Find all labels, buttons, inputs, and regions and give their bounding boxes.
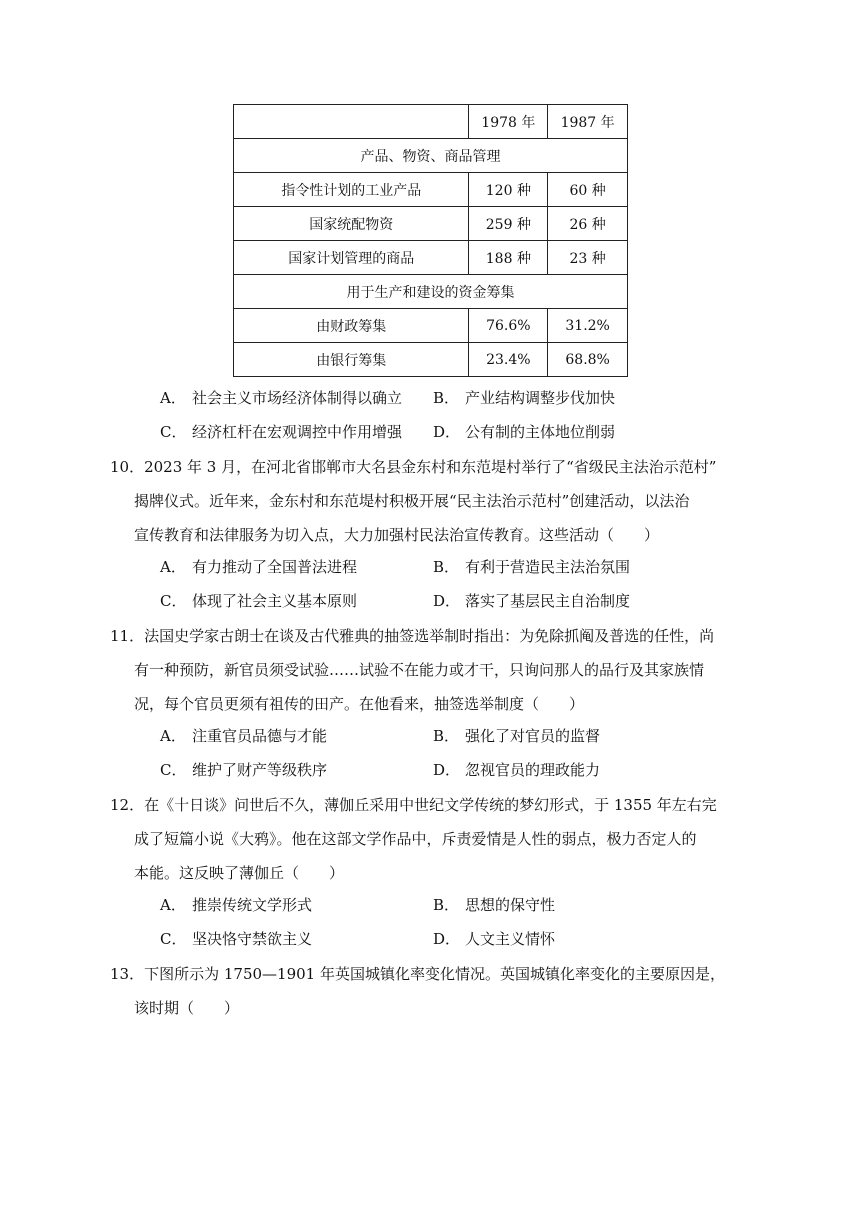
stem-line: 宣传教育和法律服务为切入点，大力加强村民法治宣传教育。这些活动（ ） xyxy=(134,526,660,544)
table-cell: 60 种 xyxy=(548,173,628,207)
economic-reform-table xyxy=(233,104,628,377)
q10-option-a[interactable] xyxy=(160,557,357,577)
table-section-row xyxy=(234,275,628,309)
option-letter: D． xyxy=(433,930,461,948)
option-text: 坚决恪守禁欲主义 xyxy=(192,930,313,948)
table-cell: 指令性计划的工业产品 xyxy=(234,173,469,207)
option-letter: C． xyxy=(160,423,187,441)
option-text: 忽视官员的理政能力 xyxy=(465,761,601,779)
table-row xyxy=(234,173,628,207)
q11-option-b[interactable] xyxy=(433,726,600,746)
option-letter: B． xyxy=(433,558,460,576)
stem-line: 在《十日谈》问世后不久，薄伽丘采用中世纪文学传统的梦幻形式，于 1355 年左右完 xyxy=(144,796,717,814)
q9-option-d[interactable] xyxy=(433,422,615,442)
q12-stem xyxy=(110,788,717,890)
option-letter: C． xyxy=(160,592,187,610)
q10-option-b[interactable] xyxy=(433,557,630,577)
table-cell: 由财政筹集 xyxy=(234,309,469,343)
option-text: 落实了基层民主自治制度 xyxy=(465,592,631,610)
stem-line: 有一种预防，新官员须受试验……试验不在能力或才干，只询问那人的品行及其家族情 xyxy=(134,661,705,679)
option-text: 经济杠杆在宏观调控中作用增强 xyxy=(192,423,403,441)
q10-option-c[interactable] xyxy=(160,591,357,611)
table-cell: 31.2% xyxy=(548,309,628,343)
table-cell: 由银行筹集 xyxy=(234,343,469,377)
table-cell: 23.4% xyxy=(469,343,548,377)
q11-option-c[interactable] xyxy=(160,760,327,780)
question-number: 13． xyxy=(110,965,145,983)
question-number: 11． xyxy=(110,627,145,645)
table-cell: 76.6% xyxy=(469,309,548,343)
q9-option-a[interactable] xyxy=(160,388,402,408)
stem-line: 本能。这反映了薄伽丘（ ） xyxy=(134,864,345,882)
option-letter: D． xyxy=(433,592,461,610)
table-cell: 26 种 xyxy=(548,207,628,241)
stem-line: 该时期（ ） xyxy=(134,999,240,1017)
q11-option-a[interactable] xyxy=(160,726,327,746)
option-text: 公有制的主体地位削弱 xyxy=(465,423,616,441)
option-letter: A． xyxy=(160,389,186,407)
q12-option-c[interactable] xyxy=(160,929,312,949)
stem-line: 法国史学家古朗士在谈及古代雅典的抽签选举制时指出：为免除抓阄及普选的任性，尚 xyxy=(144,627,715,645)
table-section-title: 用于生产和建设的资金筹集 xyxy=(234,275,628,309)
option-text: 强化了对官员的监督 xyxy=(465,727,601,745)
option-text: 社会主义市场经济体制得以确立 xyxy=(192,389,403,407)
question-number: 10． xyxy=(110,458,145,476)
table-cell: 23 种 xyxy=(548,241,628,275)
table-cell: 68.8% xyxy=(548,343,628,377)
q10-stem xyxy=(110,450,717,552)
q11-stem xyxy=(110,619,715,721)
option-letter: C． xyxy=(160,930,187,948)
table-row xyxy=(234,343,628,377)
option-text: 产业结构调整步伐加快 xyxy=(465,389,616,407)
stem-line: 揭牌仪式。近年来，金东村和东范堤村积极开展“民主法治示范村”创建活动，以法治 xyxy=(134,492,690,510)
option-letter: B． xyxy=(433,389,460,407)
q12-option-d[interactable] xyxy=(433,929,555,949)
option-letter: B． xyxy=(433,727,460,745)
option-letter: A． xyxy=(160,896,186,914)
table-cell: 国家计划管理的商品 xyxy=(234,241,469,275)
table-header-1978: 1978 年 xyxy=(469,105,548,139)
option-text: 有利于营造民主法治氛围 xyxy=(465,558,631,576)
option-letter: D． xyxy=(433,423,461,441)
option-text: 维护了财产等级秩序 xyxy=(192,761,328,779)
table-cell: 国家统配物资 xyxy=(234,207,469,241)
table-section-title: 产品、物资、商品管理 xyxy=(234,139,628,173)
table-cell: 120 种 xyxy=(469,173,548,207)
table-row xyxy=(234,241,628,275)
option-text: 人文主义情怀 xyxy=(465,930,556,948)
stem-line: 下图所示为 1750—1901 年英国城镇化率变化情况。英国城镇化率变化的主要原因是， xyxy=(144,965,725,983)
table-section-row xyxy=(234,139,628,173)
option-text: 推崇传统文学形式 xyxy=(192,896,313,914)
q11-option-d[interactable] xyxy=(433,760,600,780)
option-text: 有力推动了全国普法进程 xyxy=(192,558,358,576)
option-letter: A． xyxy=(160,558,186,576)
q13-stem xyxy=(110,957,725,1025)
q12-option-b[interactable] xyxy=(433,895,555,915)
q9-option-c[interactable] xyxy=(160,422,402,442)
table-cell: 259 种 xyxy=(469,207,548,241)
option-text: 注重官员品德与才能 xyxy=(192,727,328,745)
table-header-row xyxy=(234,105,628,139)
stem-line: 2023 年 3 月，在河北省邯郸市大名县金东村和东范堤村举行了“省级民主法治示范村” xyxy=(144,458,717,476)
table-row xyxy=(234,309,628,343)
table-cell xyxy=(234,105,469,139)
q12-option-a[interactable] xyxy=(160,895,312,915)
option-letter: D． xyxy=(433,761,461,779)
option-letter: C． xyxy=(160,761,187,779)
q10-option-d[interactable] xyxy=(433,591,630,611)
stem-line: 成了短篇小说《大鸦》。他在这部文学作品中，斥责爱情是人性的弱点，极力否定人的 xyxy=(134,830,697,848)
option-text: 思想的保守性 xyxy=(465,896,556,914)
q9-option-b[interactable] xyxy=(433,388,615,408)
question-number: 12． xyxy=(110,796,145,814)
option-letter: B． xyxy=(433,896,460,914)
table-row xyxy=(234,207,628,241)
table-cell: 188 种 xyxy=(469,241,548,275)
option-text: 体现了社会主义基本原则 xyxy=(192,592,358,610)
table-header-1987: 1987 年 xyxy=(548,105,628,139)
stem-line: 况，每个官员更须有祖传的田产。在他看来，抽签选举制度（ ） xyxy=(134,695,585,713)
option-letter: A． xyxy=(160,727,186,745)
